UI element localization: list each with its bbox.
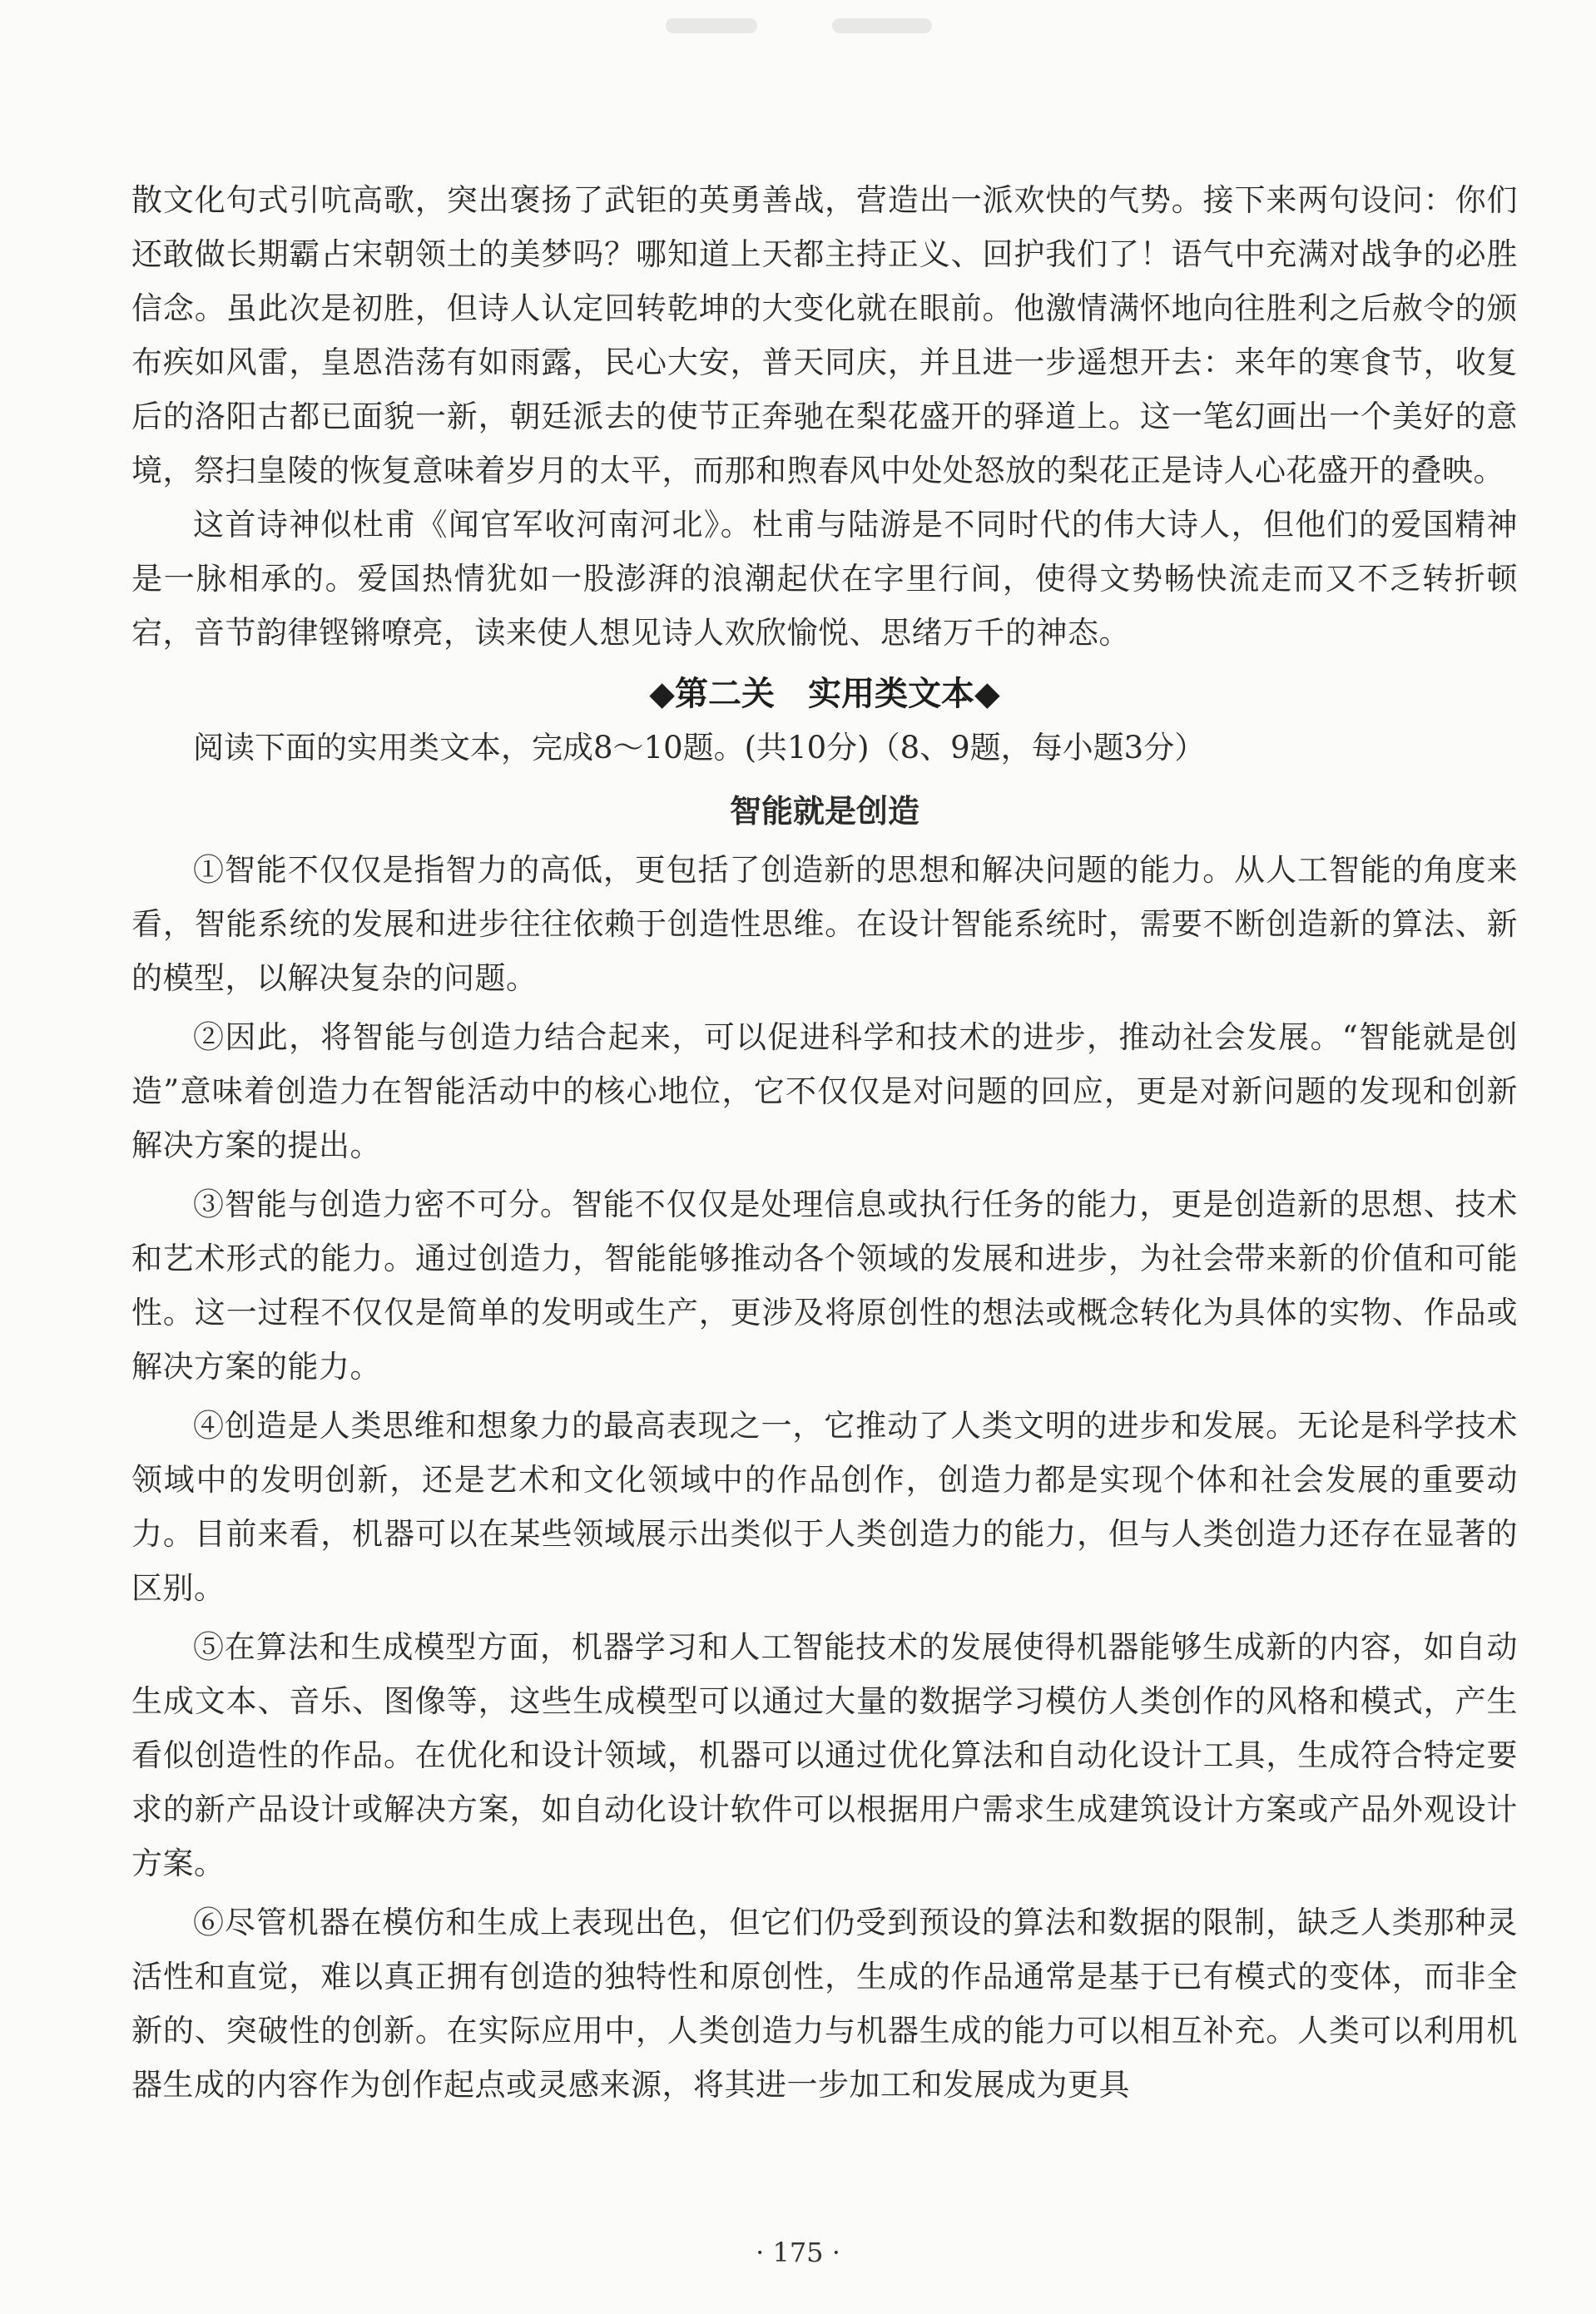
article-title: 智能就是创造 [729, 793, 919, 830]
article-paragraph-6: ⑥尽管机器在模仿和生成上表现出色，但它们仍受到预设的算法和数据的限制，缺乏人类那种灵活性和直觉，难以真正拥有创造的独特性和原创性，生成的作品通常是基于已有模式的变体，而非全新的、突破性的创新。在实际应用中，人类创造力与机器生成的能力可以相互补充。人类可以利用机器生成的内容作为创作起点或灵感来源，将其进一步加工和发展成为更具 [131, 1905, 1518, 2103]
scan-smudge-right [832, 18, 932, 33]
poem-analysis-paragraph-2: 这首诗神似杜甫《闻官军收河南河北》。杜甫与陆游是不同时代的伟大诗人，但他们的爱国精神是一脉相承的。爱国热情犹如一股澎湃的浪潮起伏在字里行间，使得文势畅快流走而又不乏转折顿宕，音节韵律铿锵嘹亮，读来使人想见诗人欢欣愉悦、思绪万千的神态。 [131, 507, 1518, 651]
scan-smudge-left [666, 18, 757, 33]
article-paragraph-2: ②因此，将智能与创造力结合起来，可以促进科学和技术的进步，推动社会发展。“智能就是创造”意味着创造力在智能活动中的核心地位，它不仅仅是对问题的回应，更是对新问题的发现和创新解决方案的提出。 [131, 1019, 1518, 1163]
poem-analysis-paragraph-1: 散文化句式引吭高歌，突出褒扬了武钜的英勇善战，营造出一派欢快的气势。接下来两句设问：你们还敢做长期霸占宋朝领土的美梦吗？哪知道上天都主持正义、回护我们了！语气中充满对战争的必胜信念。虽此次是初胜，但诗人认定回转乾坤的大变化就在眼前。他激情满怀地向往胜利之后赦令的颁布疾如风雷，皇恩浩荡有如雨露，民心大安，普天同庆，并且进一步遥想开去：来年的寒食节，收复后的洛阳古都已面貌一新，朝廷派去的使节正奔驰在梨花盛开的驿道上。这一笔幻画出一个美好的意境，祭扫皇陵的恢复意味着岁月的太平，而那和煦春风中处处怒放的梨花正是诗人心花盛开的叠映。 [131, 182, 1518, 488]
section-heading: ◆第二关 实用类文本◆ [649, 675, 1000, 713]
article-paragraph-1: ①智能不仅仅是指智力的高低，更包括了创造新的思想和解决问题的能力。从人工智能的角度来看，智能系统的发展和进步往往依赖于创造性思维。在设计智能系统时，需要不断创造新的算法、新的模型，以解决复杂的问题。 [131, 852, 1518, 996]
section-instruction: 阅读下面的实用类文本，完成8～10题。(共10分)（8、9题，每小题3分） [193, 730, 1206, 766]
article-paragraph-5: ⑤在算法和生成模型方面，机器学习和人工智能技术的发展使得机器能够生成新的内容，如自动生成文本、音乐、图像等，这些生成模型可以通过大量的数据学习模仿人类创作的风格和模式，产生看似创造性的作品。在优化和设计领域，机器可以通过优化算法和自动化设计工具，生成符合特定要求的新产品设计或解决方案，如自动化设计软件可以根据用户需求生成建筑设计方案或产品外观设计方案。 [131, 1629, 1518, 1881]
article-paragraph-3: ③智能与创造力密不可分。智能不仅仅是处理信息或执行任务的能力，更是创造新的思想、技术和艺术形式的能力。通过创造力，智能能够推动各个领域的发展和进步，为社会带来新的价值和可能性。这一过程不仅仅是简单的发明或生产，更涉及将原创性的想法或概念转化为具体的实物、作品或解决方案的能力。 [131, 1187, 1518, 1385]
article-paragraph-4: ④创造是人类思维和想象力的最高表现之一，它推动了人类文明的进步和发展。无论是科学技术领域中的发明创新，还是艺术和文化领域中的作品创作，创造力都是实现个体和社会发展的重要动力。目前来看，机器可以在某些领域展示出类似于人类创造力的能力，但与人类创造力还存在显著的区别。 [131, 1408, 1518, 1606]
page-content [131, 173, 1518, 2112]
page-number: · 175 · [756, 2237, 840, 2268]
